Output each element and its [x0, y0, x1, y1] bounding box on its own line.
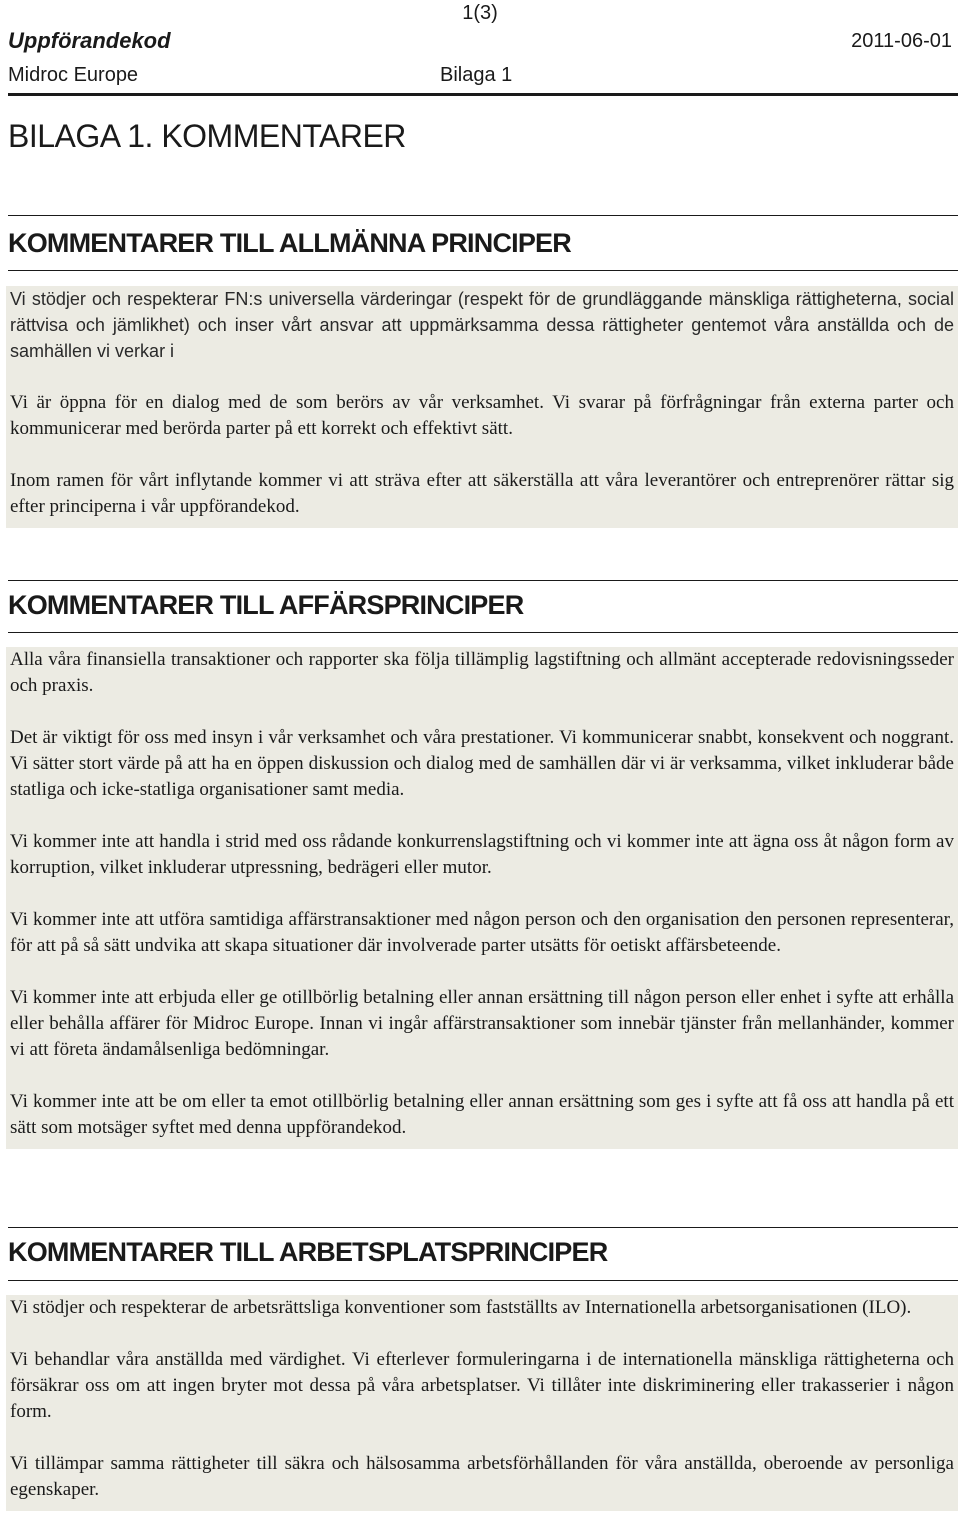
company-name: Midroc Europe [8, 64, 139, 86]
paragraph: Vi är öppna för en dialog med de som berörs av vår verksamhet. Vi svarar på förfrågningar från externa parter och kommunicerar med berörda parter på ett korrekt och effektivt sätt. [10, 392, 954, 439]
header-divider [8, 93, 958, 96]
paragraph: Inom ramen för vårt inflytande kommer vi att sträva efter att säkerställa att våra leverantörer och entreprenörer rättar sig efter principerna i vår uppförandekod. [10, 470, 954, 517]
page-number: 1(3) [462, 2, 498, 24]
paragraph: Vi kommer inte att handla i strid med oss rådande konkurrenslagstiftning och vi kommer inte att ägna oss åt någon form av korruption, vilket inkluderar utpressning, bedrägeri eller mutor. [10, 831, 954, 878]
paragraph: Alla våra finansiella transaktioner och rapporter ska följa tillämplig lagstiftning och allmänt accepterade redovisningsseder och praxis. [10, 649, 954, 696]
section-body-arbetsplatsprinciper [6, 1295, 958, 1511]
paragraph: Vi stödjer och respekterar FN:s universella värderingar (respekt för de grundläggande mänskliga rättigheterna, social rättvisa och jämlikhet) och inser vårt ansvar att uppmärksamma dessa rättigheter gentemot våra anställda och de samhällen vi verkar i [10, 289, 954, 361]
paragraph: Vi kommer inte att erbjuda eller ge otillbörlig betalning eller annan ersättning till någon person eller enhet i syfte att erhålla eller behålla affärer för Midroc Europe. Innan vi ingår affärstransaktioner som innebär tjänster från mellanhänder, kommer vi att företa ändamålsenliga bedömningar. [10, 987, 954, 1060]
paragraph: Vi kommer inte att utföra samtidiga affärstransaktioner med någon person och den organisation den personen representerar, för att på så sätt undvika att skapa situationer där involverade parter utsätts för oetiskt affärsbeteende. [10, 909, 954, 956]
document-date: 2011-06-01 [851, 30, 952, 52]
section-heading-arbetsplatsprinciper: KOMMENTARER TILL ARBETSPLATSPRINCIPER [8, 1237, 608, 1267]
section-heading-affarsprinciper: KOMMENTARER TILL AFFÄRSPRINCIPER [8, 590, 524, 620]
section-body-allmanna [6, 286, 958, 528]
paragraph: Vi behandlar våra anställda med värdighet. Vi efterlever formuleringarna i de internationella mänskliga rättigheterna och försäkrar oss om att ingen bryter mot dessa på våra arbetsplatser. Vi tillåter inte diskriminering eller trakasserier i någon form. [10, 1349, 954, 1422]
section-divider [8, 270, 958, 271]
section-divider [8, 1227, 958, 1228]
document-title: Uppförandekod [8, 28, 171, 53]
paragraph: Vi kommer inte att be om eller ta emot otillbörlig betalning eller annan ersättning som ges i syfte att få oss att handla på ett sätt som motsäger syftet med denna uppförandekod. [10, 1091, 954, 1138]
section-divider [8, 1280, 958, 1281]
paragraph: Vi tillämpar samma rättigheter till säkra och hälsosamma arbetsförhållanden för våra anställda, oberoende av personliga egenskaper. [10, 1453, 954, 1500]
section-heading-allmanna: KOMMENTARER TILL ALLMÄNNA PRINCIPER [8, 228, 571, 258]
section-body-affarsprinciper [6, 647, 958, 1149]
section-divider [8, 580, 958, 581]
paragraph: Vi stödjer och respekterar de arbetsrättsliga konventioner som fastställts av Internationella arbetsorganisationen (ILO). [10, 1297, 912, 1318]
section-divider [8, 215, 958, 216]
page-heading: BILAGA 1. KOMMENTARER [8, 118, 406, 154]
paragraph: Det är viktigt för oss med insyn i vår verksamhet och våra prestationer. Vi kommunicerar snabbt, konsekvent och noggrant. Vi sätter stort värde på att ha en öppen diskussion och dialog med de samhällen där vi är verksamma, vilket inkluderar både statliga och icke-statliga organisationer samt media. [10, 727, 954, 800]
appendix-label: Bilaga 1 [440, 64, 513, 86]
section-divider [8, 632, 958, 633]
